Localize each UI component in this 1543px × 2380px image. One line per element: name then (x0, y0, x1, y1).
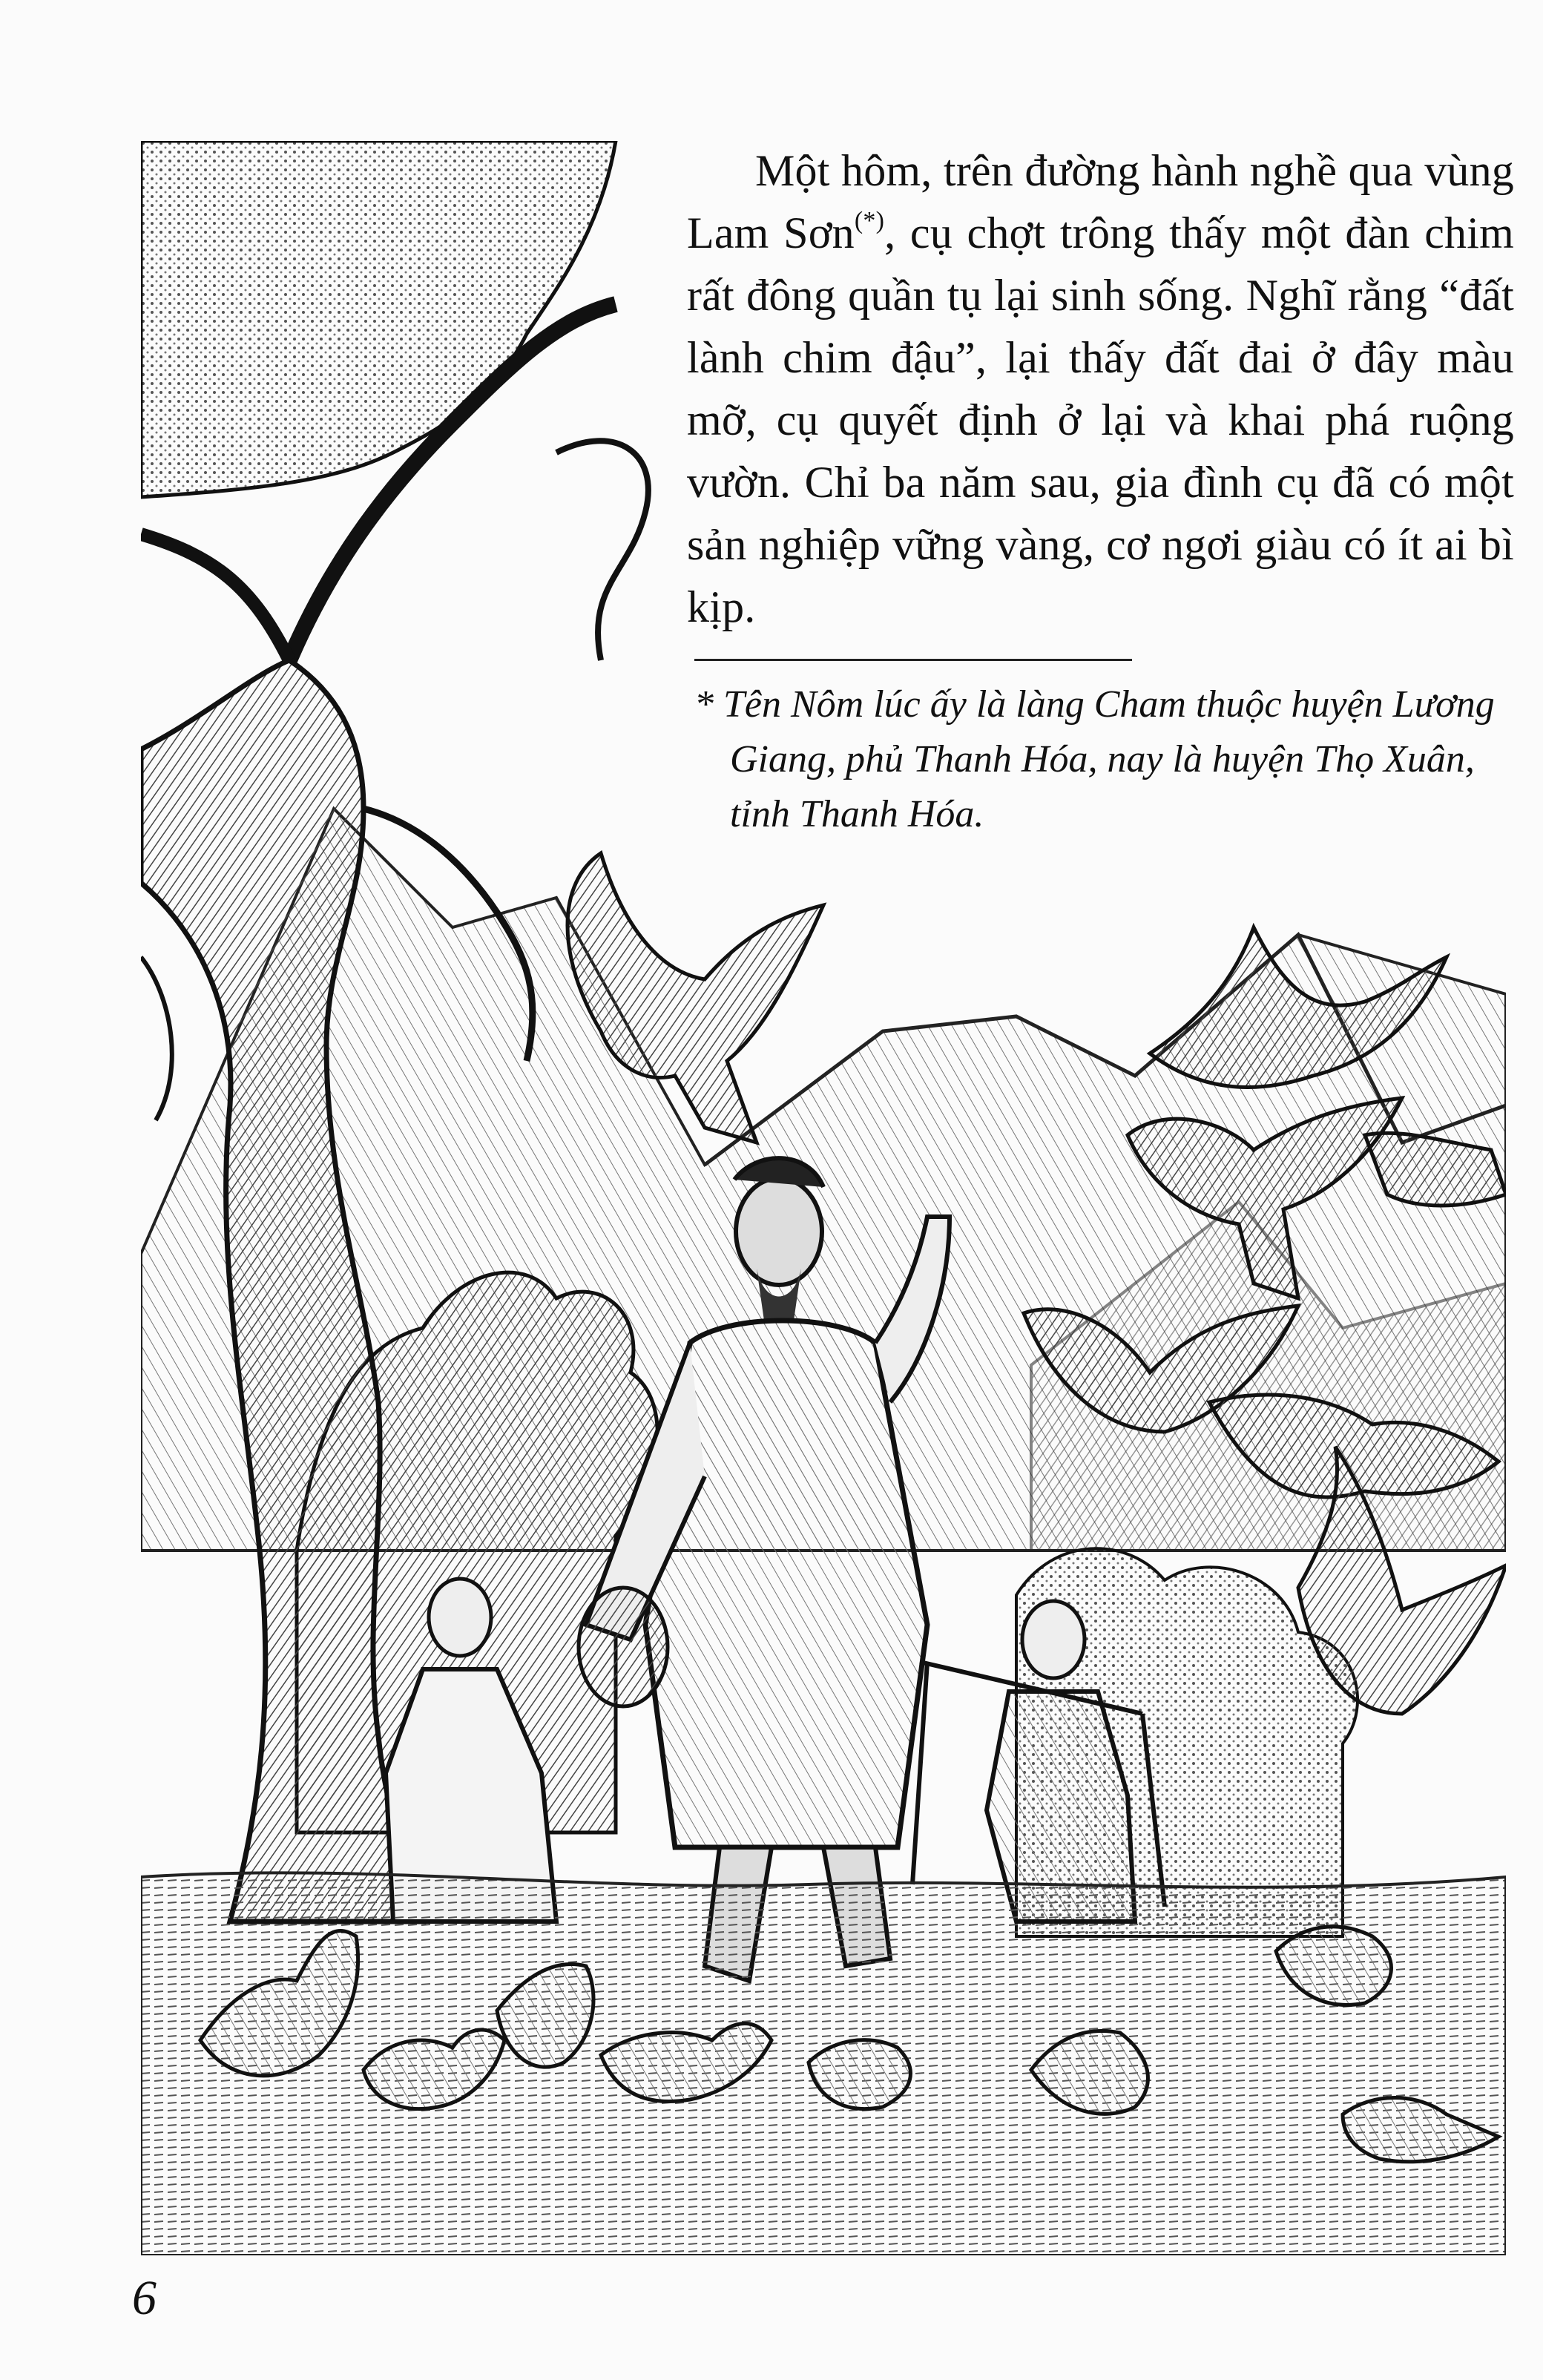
page-number: 6 (132, 2271, 157, 2325)
story-paragraph-start: Một hôm, trên đường hành nghề qua vùng Lam Sơn (687, 146, 1514, 257)
footnote-marker: (*) (854, 207, 885, 234)
footnote-text: * Tên Nôm lúc ấy là làng Cham thuộc huyện Lương Giang, phủ Thanh Hóa, nay là huyện Thọ Xuân, tỉnh Thanh Hóa. (694, 683, 1495, 835)
story-paragraph (687, 139, 1514, 638)
story-paragraph-end: , cụ chợt trông thấy một đàn chim rất đông quần tụ lại sinh sống. Nghĩ rằng “đất lành chim đậu”, lại thấy đất đai ở đây màu mỡ, cụ quyết định ở lại và khai phá ruộng vườn. Chỉ ba năm sau, gia đình cụ đã có một sản nghiệp vững vàng, cơ ngơi giàu có ít ai bì kịp. (687, 208, 1514, 631)
footnote-divider (694, 659, 1132, 661)
story-text-block (682, 134, 1521, 849)
